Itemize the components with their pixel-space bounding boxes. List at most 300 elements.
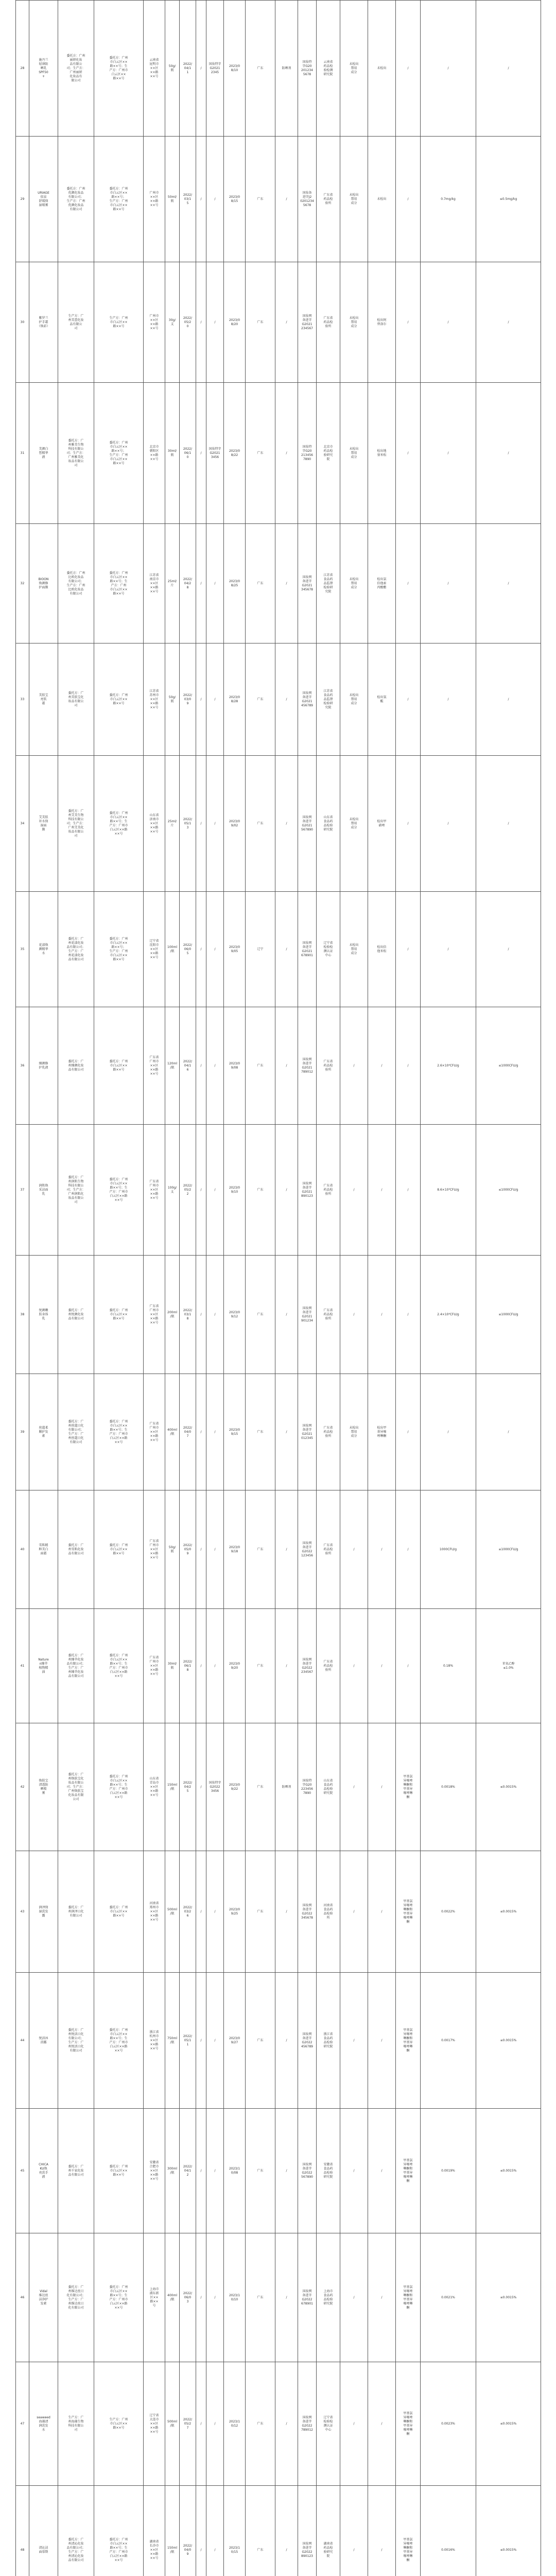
cell-product-name: CHICA KU焕 亮洗手 液 bbox=[29, 2109, 58, 2233]
cell-standard-value: 苯氧乙醇 ≤1.0% bbox=[476, 1609, 541, 1723]
cell-standard-value: ≤0.0015% bbox=[476, 1973, 541, 2109]
cell-result-b: 未检出 bbox=[368, 137, 396, 262]
cell-row-number: 47 bbox=[16, 2362, 29, 2486]
cell-company-name: 委托方：广 州雅美生物 科技有限公 司；生产方： 广州雅美化 妆品有限公 司 bbox=[58, 383, 94, 524]
cell-testing-agency: 广东省 药品检 验所 bbox=[317, 1374, 340, 1490]
cell-company-name: 委托方：广 州臻萃化妆 品有限公司； 生产方：广 州臻萃化妆 品有限公司 bbox=[58, 1609, 94, 1723]
cell-batch: / bbox=[196, 756, 206, 892]
cell-company-address: 委托方：广州 市白云区×× 路××号； 生产方：广州 市白云区×× 路××号 bbox=[94, 137, 144, 262]
cell-province: 广东 bbox=[246, 1973, 275, 2109]
cell-sampling-unit: 江苏省 南京市 ××区 ××路 ××号 bbox=[144, 524, 165, 643]
cell-filing-no: 国妆网 备进字 G2021 678901 bbox=[298, 892, 317, 1007]
cell-filing-no: 国妆特 字G20 201234 5678 bbox=[298, 1, 317, 137]
cell-province: 广东 bbox=[246, 524, 275, 643]
cell-found-value: / bbox=[421, 1, 476, 137]
cell-result-b: / bbox=[368, 1723, 396, 1851]
cell-sampling-unit: 辽宁省 大连市 ××区 ××路 ××号 bbox=[144, 2362, 165, 2486]
cell-sampling-unit: 云南省 昆明市 ××区 ××路 ××号 bbox=[144, 1, 165, 137]
cell-testing-agency: 山东省 食品药 品检验 研究院 bbox=[317, 756, 340, 892]
cell-spec: 25ml/ 片 bbox=[165, 524, 180, 643]
cell-item: / bbox=[396, 1609, 421, 1723]
cell-spec: 30ml/ 瓶 bbox=[165, 383, 180, 524]
cell-result-a: 未检出 禁用 成分 bbox=[340, 524, 368, 643]
cell-item: 甲基氯 异噻唑 啉酮和 甲基异 噻唑啉 酮 bbox=[396, 2362, 421, 2486]
cell-production-date: 2022/ 04/1 1 bbox=[180, 1, 196, 137]
cell-production-date: 2022/ 05/1 1 bbox=[180, 1973, 196, 2109]
cell-filing-no: 国妆网 备进字 G2022 123456 bbox=[298, 1490, 317, 1609]
cell-result-b: / bbox=[368, 1125, 396, 1256]
cell-spec: 100ml /瓶 bbox=[165, 892, 180, 1007]
cell-company-address: 委托方：广州 市白云区×× 路××号；生 产方：广州 市白云区×× 路××号 bbox=[94, 524, 144, 643]
cell-sampling-unit: 广东省 广州市 ××区 ××路 ××号 bbox=[144, 1609, 165, 1723]
cell-spec: 30ml/ 瓶 bbox=[165, 1609, 180, 1723]
cell-result-b: 检出倍 他米松 bbox=[368, 892, 396, 1007]
cell-testing-agency: 广东省 药品检 验所 bbox=[317, 1490, 340, 1609]
cell-item: / bbox=[396, 383, 421, 524]
cell-result-a: / bbox=[340, 2486, 368, 2576]
cell-company-name: 委托方：广 州花漾化妆 品有限公司； 生产方：广 州花漾化妆 品有限公司 bbox=[58, 892, 94, 1007]
cell-province: 广东 bbox=[246, 383, 275, 524]
cell-province: 广东 bbox=[246, 1490, 275, 1609]
cell-found-value: / bbox=[421, 756, 476, 892]
cell-testing-agency: 广东省 药品检 验所 bbox=[317, 137, 340, 262]
table-row bbox=[16, 1007, 541, 1125]
cell-category: / bbox=[275, 1609, 298, 1723]
cell-category: / bbox=[275, 137, 298, 262]
cell-batch: / bbox=[196, 1, 206, 137]
cell-company-name: 委托方：广 州清沁化妆 品有限公司； 生产方：广 州清沁化妆 品有限公司 bbox=[58, 2486, 94, 2576]
cell-testing-agency: 湖南省 药品检 验研究 院 bbox=[317, 2486, 340, 2576]
cell-filing-no: 国妆网 备进字 G2022 678901 bbox=[298, 2233, 317, 2362]
cell-row-number: 44 bbox=[16, 1973, 29, 2109]
cell-row-number: 39 bbox=[16, 1374, 29, 1490]
cell-production-date: 2022/ 06/1 0 bbox=[180, 383, 196, 524]
cell-row-number: 40 bbox=[16, 1490, 29, 1609]
cell-company-name: 生产方：广 州海藻生物 科技有限公 司 bbox=[58, 2362, 94, 2486]
cell-spec: 500ml /瓶 bbox=[165, 2362, 180, 2486]
cell-province: 广东 bbox=[246, 2233, 275, 2362]
cell-standard-value: / bbox=[476, 524, 541, 643]
cell-found-value: 0.0023% bbox=[421, 2362, 476, 2486]
cell-product-name: 美颜白 皙精华 液 bbox=[29, 383, 58, 524]
cell-found-value: / bbox=[421, 262, 476, 383]
cell-sampling-unit: 安徽省 合肥市 ××区 ××路 ××号 bbox=[144, 2109, 165, 2233]
table-row bbox=[16, 1374, 541, 1490]
cell-found-value: 1000CFU/g bbox=[421, 1490, 476, 1609]
cell-result-a: 未检出 禁用 成分 bbox=[340, 1, 368, 137]
cell-company-address: 委托方：广州 市白云区×× 路××号 bbox=[94, 1490, 144, 1609]
cell-company-address: 委托方：广州 市白云区×× 路××号；生 产方：广州市 白云区××路 ××号 bbox=[94, 1609, 144, 1723]
cell-spec: 500ml /瓶 bbox=[165, 1851, 180, 1973]
cell-spec: 50g/ 瓶 bbox=[165, 1490, 180, 1609]
cell-found-value: / bbox=[421, 643, 476, 756]
cell-company-address: 委托方：广州 市白云区×× 路××号 bbox=[94, 643, 144, 756]
cell-standard-value: ≤0.0015% bbox=[476, 1851, 541, 1973]
cell-result-a: 未检出 禁用 成分 bbox=[340, 137, 368, 262]
table-row bbox=[16, 524, 541, 643]
cell-category: / bbox=[275, 1256, 298, 1374]
cell-sampling-date: 2023/0 9/25 bbox=[224, 1851, 246, 1973]
cell-sampling-date: 2023/0 9/15 bbox=[224, 1374, 246, 1490]
cell-item: / bbox=[396, 1256, 421, 1374]
cell-company-address: 委托方：广州 市白云区×× 路××号； 生产方：广州 市白云区×× 路××号 bbox=[94, 383, 144, 524]
cell-company-name: 委托方：广州 丽妍化妆 品有限公 司；生产方： 广州丽妍 化妆品有 限公司 bbox=[58, 1, 94, 137]
cell-result-b: 未检出 bbox=[368, 1, 396, 137]
cell-company-name: 委托方：广 州悦颜化妆 品有限公司 bbox=[58, 1256, 94, 1374]
cell-filing-no: 国妆网 备进字 G2022 567890 bbox=[298, 2109, 317, 2233]
cell-sampling-unit: 山东省 济南市 ××区 ××路 ××号 bbox=[144, 756, 165, 892]
cell-row-number: 33 bbox=[16, 643, 29, 756]
cell-filing-no: 国妆网 备进字 G2022 890123 bbox=[298, 2486, 317, 2576]
cell-result-a: 未检出 禁用 成分 bbox=[340, 1374, 368, 1490]
cell-product-name: 紫罗兰 护手霜 （焕彩） bbox=[29, 262, 58, 383]
table-row bbox=[16, 643, 541, 756]
cell-row-number: 32 bbox=[16, 524, 29, 643]
table-row bbox=[16, 137, 541, 262]
cell-standard-value: ≤0.0015% bbox=[476, 2109, 541, 2233]
cell-license-no: / bbox=[206, 892, 224, 1007]
cell-license-no: / bbox=[206, 643, 224, 756]
cell-batch: / bbox=[196, 262, 206, 383]
cell-company-name: 委托方：广 州千家化妆 品有限公司 bbox=[58, 2109, 94, 2233]
cell-product-name: 施丹兰 轻薄防 晒乳 SPF50 + bbox=[29, 1, 58, 137]
cell-sampling-date: 2023/0 9/22 bbox=[224, 1723, 246, 1851]
cell-sampling-date: 2023/1 0/12 bbox=[224, 2362, 246, 2486]
cell-sampling-unit: 北京市 朝阳区 ××路 ××号 bbox=[144, 383, 165, 524]
cell-testing-agency: 江苏省 食品药 品监督 检验研 究院 bbox=[317, 524, 340, 643]
cell-license-no: / bbox=[206, 262, 224, 383]
cell-product-name: Nature n臻萃 植物精 油 bbox=[29, 1609, 58, 1723]
cell-filing-no: 国妆网 备进字 G2022 456789 bbox=[298, 1973, 317, 2109]
cell-province: 广东 bbox=[246, 1609, 275, 1723]
cell-sampling-date: 2023/0 9/20 bbox=[224, 1609, 246, 1723]
cell-sampling-unit: 广东省 广州市 ××区 ××路 ××号 bbox=[144, 1374, 165, 1490]
cell-testing-agency: 广东省 药品检 验所 bbox=[317, 1007, 340, 1125]
cell-row-number: 31 bbox=[16, 383, 29, 524]
cell-category: 防晒剂 bbox=[275, 1, 298, 137]
cell-result-b: / bbox=[368, 2362, 396, 2486]
cell-production-date: 2022/ 05/2 7 bbox=[180, 2362, 196, 2486]
cell-production-date: 2022/ 05/0 9 bbox=[180, 1490, 196, 1609]
cell-province: 广东 bbox=[246, 2486, 275, 2576]
cell-sampling-unit: 广东省 广州市 ××区 ××路 ××号 bbox=[144, 1125, 165, 1256]
cell-result-b: / bbox=[368, 2233, 396, 2362]
cell-license-no: / bbox=[206, 756, 224, 892]
cell-company-name: 委托方：广 州维达丝日 化有限公司； 生产方：广 州维达丝日 化有限公司 bbox=[58, 2233, 94, 2362]
cell-production-date: 2022/ 04/0 9 bbox=[180, 2486, 196, 2576]
cell-testing-agency: 北京市 药品检 验研究 院 bbox=[317, 383, 340, 524]
cell-category: / bbox=[275, 1973, 298, 2109]
cell-sampling-date: 2023/0 9/27 bbox=[224, 1973, 246, 2109]
cell-company-name: 委托方：广 州艾美生物 科技有限公 司；生产方： 广州艾美化 妆品有限公 司 bbox=[58, 756, 94, 892]
cell-spec: 400ml /瓶 bbox=[165, 2233, 180, 2362]
cell-standard-value: / bbox=[476, 1374, 541, 1490]
cell-category: / bbox=[275, 1125, 298, 1256]
cell-testing-agency: 山东省 食品药 品检验 研究院 bbox=[317, 1723, 340, 1851]
cell-found-value: 0.0022% bbox=[421, 1851, 476, 1973]
cell-production-date: 2022/ 04/1 6 bbox=[180, 1007, 196, 1125]
cell-item: / bbox=[396, 1374, 421, 1490]
cell-result-a: 未检出 禁用 成分 bbox=[340, 383, 368, 524]
cell-batch: / bbox=[196, 2233, 206, 2362]
cell-spec: 200ml /瓶 bbox=[165, 1256, 180, 1374]
cell-item: / bbox=[396, 524, 421, 643]
cell-province: 广东 bbox=[246, 2109, 275, 2233]
cell-row-number: 45 bbox=[16, 2109, 29, 2233]
cell-company-address: 委托方：广州 市白云区×× 路××号；生 产方：广州市 白云区××路 ××号 bbox=[94, 1125, 144, 1256]
cell-company-address: 委托方：广州 市白云区×× 路××号；生 产方：广州市 白云区××路 ××号 bbox=[94, 756, 144, 892]
cell-sampling-unit: 上海市 浦东新 区×× 路×× 号 bbox=[144, 2233, 165, 2362]
cell-province: 广东 bbox=[246, 756, 275, 892]
cell-testing-agency: 江苏省 食品药 品监督 检验研 究院 bbox=[317, 643, 340, 756]
cell-row-number: 34 bbox=[16, 756, 29, 892]
cell-license-no: / bbox=[206, 1374, 224, 1490]
cell-found-value: 0.0019% bbox=[421, 2109, 476, 2233]
cell-item: / bbox=[396, 1, 421, 137]
cell-company-name: 委托方：广 州焕肤宝化 妆品有限公 司；生产方： 广州焕肤宝 化妆品有限 公司 bbox=[58, 1723, 94, 1851]
cell-testing-agency: 广东省 药品检 验所 bbox=[317, 1125, 340, 1256]
table-row bbox=[16, 1256, 541, 1374]
cell-result-a: / bbox=[340, 1973, 368, 2109]
cell-license-no: / bbox=[206, 1851, 224, 1973]
cell-production-date: 2022/ 03/1 5 bbox=[180, 137, 196, 262]
cell-spec: 50g/ 瓶 bbox=[165, 643, 180, 756]
cell-sampling-date: 2023/0 9/02 bbox=[224, 756, 246, 892]
cell-spec: 120ml /瓶 bbox=[165, 1007, 180, 1125]
cell-row-number: 29 bbox=[16, 137, 29, 262]
cell-found-value: 2.6×10⁴CFU/g bbox=[421, 1007, 476, 1125]
cell-row-number: 36 bbox=[16, 1007, 29, 1125]
cell-province: 广东 bbox=[246, 1374, 275, 1490]
cell-result-a: 未检出 禁用 成分 bbox=[340, 643, 368, 756]
cell-production-date: 2022/ 05/1 3 bbox=[180, 756, 196, 892]
cell-company-name: 生产方：广 州美蕾化妆 品有限公 司 bbox=[58, 262, 94, 383]
cell-found-value: / bbox=[421, 524, 476, 643]
cell-result-a: / bbox=[340, 1851, 368, 1973]
cell-company-address: 委托方：广州 市白云区×× 路××号；生 产方：广州市 白云区××路 ××号 bbox=[94, 1973, 144, 2109]
cell-standard-value: ≤0.5mg/kg bbox=[476, 137, 541, 262]
cell-filing-no: 国妆网 备进字 G2021 789012 bbox=[298, 1007, 317, 1125]
cell-sampling-unit: 江苏省 苏州市 ××区 ××路 ××号 bbox=[144, 643, 165, 756]
cell-result-b: / bbox=[368, 1973, 396, 2109]
table-row bbox=[16, 1125, 541, 1256]
cell-result-a: 未检出 禁用 成分 bbox=[340, 262, 368, 383]
cell-sampling-unit: 广东省 广州市 ××区 ××路 ××号 bbox=[144, 1256, 165, 1374]
cell-item: / bbox=[396, 1490, 421, 1609]
cell-province: 广东 bbox=[246, 1125, 275, 1256]
cell-license-no: / bbox=[206, 2233, 224, 2362]
cell-license-no: / bbox=[206, 2109, 224, 2233]
cell-item: / bbox=[396, 643, 421, 756]
cell-item: / bbox=[396, 892, 421, 1007]
cell-license-no: 国妆特字 G2021 3456 bbox=[206, 383, 224, 524]
cell-filing-no: 国妆网 备进字 G2021 345678 bbox=[298, 524, 317, 643]
table-row bbox=[16, 1490, 541, 1609]
cell-product-name: 悦颜嫩 肤身体 乳 bbox=[29, 1256, 58, 1374]
cell-filing-no: 国妆网 备进字 G2021 901234 bbox=[298, 1256, 317, 1374]
cell-license-no: 国妆特字 G2021 2345 bbox=[206, 1, 224, 137]
cell-company-address: 委托方：广州 市白云区×× 路××号 bbox=[94, 1007, 144, 1125]
cell-sampling-date: 2023/1 0/08 bbox=[224, 2109, 246, 2233]
cell-row-number: 46 bbox=[16, 2233, 29, 2362]
cell-batch: / bbox=[196, 2362, 206, 2486]
cell-sampling-date: 2023/0 9/08 bbox=[224, 1007, 246, 1125]
cell-standard-value: / bbox=[476, 643, 541, 756]
cell-spec: 750ml /瓶 bbox=[165, 1973, 180, 2109]
table-row bbox=[16, 892, 541, 1007]
cell-found-value: 8.6×10³CFU/g bbox=[421, 1125, 476, 1256]
cell-company-name: 委托方：广 州美肤宝化 妆品有限公 司 bbox=[58, 643, 94, 756]
cell-license-no: / bbox=[206, 1007, 224, 1125]
cell-spec: 50g/ 瓶 bbox=[165, 1, 180, 137]
cell-category: / bbox=[275, 1007, 298, 1125]
cell-result-b: / bbox=[368, 1609, 396, 1723]
cell-testing-agency: 辽宁省 检验检 测认证 中心 bbox=[317, 892, 340, 1007]
cell-sampling-date: 2023/0 9/18 bbox=[224, 1490, 246, 1609]
cell-filing-no: 国妆网 备进字 G2022 345678 bbox=[298, 1851, 317, 1973]
cell-standard-value: ≤1000CFU/g bbox=[476, 1256, 541, 1374]
cell-license-no: / bbox=[206, 2362, 224, 2486]
cell-spec: 150ml /瓶 bbox=[165, 1723, 180, 1851]
cell-company-name: 委托方：广 州润肌生物 科技有限公 司；生产方： 广州润肌化 妆品有限公 司 bbox=[58, 1125, 94, 1256]
table-row bbox=[16, 2362, 541, 2486]
cell-result-a: / bbox=[340, 1609, 368, 1723]
cell-company-address: 委托方：广州 市白云区×× 路××号；生 产方：广州市 白云区××路 ××号 bbox=[94, 2486, 144, 2576]
cell-category: / bbox=[275, 1851, 298, 1973]
table-row bbox=[16, 383, 541, 524]
cell-company-address: 生产方：广州 市白云区×× 路××号 bbox=[94, 262, 144, 383]
table-row bbox=[16, 1609, 541, 1723]
cell-company-name: 委托方：广州 比欧化妆品 有限公司； 生产方：广州 比欧化妆品 有限公司 bbox=[58, 524, 94, 643]
cell-license-no: / bbox=[206, 524, 224, 643]
table-row bbox=[16, 262, 541, 383]
cell-spec: 25ml/ 片 bbox=[165, 756, 180, 892]
cell-testing-agency: 辽宁省 检验检 测认证 中心 bbox=[317, 2362, 340, 2486]
cell-batch: / bbox=[196, 2486, 206, 2576]
cell-found-value: 0.0021% bbox=[421, 2233, 476, 2362]
cell-sampling-unit: 广州市 ××区 ××路 ××号 bbox=[144, 137, 165, 262]
cell-category: / bbox=[275, 2109, 298, 2233]
cell-company-name: 委托方：广 州丝蔻日化 有限公司； 生产方：广 州丝蔻日化 有限公司 bbox=[58, 1374, 94, 1490]
cell-result-a: / bbox=[340, 2362, 368, 2486]
cell-spec: 50ml/ 瓶 bbox=[165, 137, 180, 262]
table-row bbox=[16, 1, 541, 137]
cell-result-a: 未检出 禁用 成分 bbox=[340, 756, 368, 892]
cell-license-no: / bbox=[206, 1490, 224, 1609]
cell-province: 广东 bbox=[246, 1007, 275, 1125]
cell-sampling-date: 2023/0 9/05 bbox=[224, 892, 246, 1007]
cell-batch: / bbox=[196, 1256, 206, 1374]
cell-item: 甲基氯 异噻唑 啉酮和 甲基异 噻唑啉 酮 bbox=[396, 2109, 421, 2233]
cell-found-value: / bbox=[421, 1374, 476, 1490]
cell-standard-value: ≤1000CFU/g bbox=[476, 1007, 541, 1125]
cell-row-number: 28 bbox=[16, 1, 29, 137]
cell-item: 甲基氯 异噻唑 啉酮和 甲基异 噻唑啉 酮 bbox=[396, 2233, 421, 2362]
cell-spec: 100g/ 支 bbox=[165, 1125, 180, 1256]
cell-result-a: / bbox=[340, 2233, 368, 2362]
cell-sampling-date: 2023/0 9/12 bbox=[224, 1256, 246, 1374]
cell-category: / bbox=[275, 2362, 298, 2486]
cell-testing-agency: 浙江省 食品药 品检验 研究院 bbox=[317, 1973, 340, 2109]
cell-company-name: 委托方：广 州润泽日化 有限公司 bbox=[58, 1851, 94, 1973]
cell-standard-value: ≤1000CFU/g bbox=[476, 1125, 541, 1256]
cell-standard-value: ≤0.0015% bbox=[476, 1723, 541, 1851]
cell-product-name: 花漾焕 颜精华 水 bbox=[29, 892, 58, 1007]
cell-sampling-unit: 湖南省 长沙市 ××区 ××路 ××号 bbox=[144, 2486, 165, 2576]
cell-found-value: 0.0018% bbox=[421, 1723, 476, 1851]
cell-company-name: 委托方：广州 优颜化妆品 有限公司； 生产方：广州 优颜化妆品 有限公司 bbox=[58, 137, 94, 262]
cell-sampling-unit: 山东省 青岛市 ××区 ××路 ××号 bbox=[144, 1723, 165, 1851]
cell-batch: / bbox=[196, 1973, 206, 2109]
cell-filing-no: 国妆网 备进字 G2021 567890 bbox=[298, 756, 317, 892]
cell-batch: / bbox=[196, 383, 206, 524]
cell-testing-agency: 广东省 药品检 验所 bbox=[317, 1609, 340, 1723]
cell-row-number: 41 bbox=[16, 1609, 29, 1723]
cell-province: 辽宁 bbox=[246, 892, 275, 1007]
table-row bbox=[16, 2233, 541, 2362]
cell-category: / bbox=[275, 524, 298, 643]
cell-sampling-date: 2023/0 8/20 bbox=[224, 262, 246, 383]
cell-company-name: 委托方：广 州悦活日化 有限公司； 生产方：广 州悦活日化 有限公司 bbox=[58, 1973, 94, 2109]
cell-sampling-unit: 河南省 郑州市 ××区 ××路 ××号 bbox=[144, 1851, 165, 1973]
cell-testing-agency: 广东省 药品检 验所 bbox=[317, 1256, 340, 1374]
cell-item: 甲基氯 异噻唑 啉酮和 甲基异 噻唑啉 酮 bbox=[396, 1851, 421, 1973]
cell-license-no: / bbox=[206, 137, 224, 262]
cell-sampling-date: 2023/0 8/28 bbox=[224, 643, 246, 756]
cell-found-value: 2.4×10⁴CFU/g bbox=[421, 1256, 476, 1374]
cell-result-a: / bbox=[340, 1125, 368, 1256]
cell-item: / bbox=[396, 137, 421, 262]
cell-product-name: URIAGE 依泉 舒缓保 湿喷雾 bbox=[29, 137, 58, 262]
cell-standard-value: / bbox=[476, 1, 541, 137]
cell-spec: 400ml /瓶 bbox=[165, 1374, 180, 1490]
cell-license-no: / bbox=[206, 1256, 224, 1374]
cell-sampling-date: 2023/0 8/10 bbox=[224, 1, 246, 137]
table-row bbox=[16, 756, 541, 892]
cell-found-value: 0.0017% bbox=[421, 1973, 476, 2109]
cell-filing-no: 国妆特 字G20 223456 7890 bbox=[298, 1723, 317, 1851]
cell-result-a: / bbox=[340, 2109, 368, 2233]
cell-province: 广东 bbox=[246, 1256, 275, 1374]
cell-result-b: / bbox=[368, 2109, 396, 2233]
cell-spec: 30g/ 支 bbox=[165, 262, 180, 383]
cell-production-date: 2022/ 03/2 6 bbox=[180, 1851, 196, 1973]
cell-sampling-unit: 广东省 广州市 ××区 ××路 ××号 bbox=[144, 1007, 165, 1125]
cell-standard-value: / bbox=[476, 756, 541, 892]
cell-sampling-date: 2023/0 8/15 bbox=[224, 137, 246, 262]
cell-sampling-unit: 广东省 广州市 ××区 ××路 ××号 bbox=[144, 1490, 165, 1609]
cell-production-date: 2022/ 04/2 8 bbox=[180, 524, 196, 643]
cell-found-value: / bbox=[421, 892, 476, 1007]
cell-category: / bbox=[275, 643, 298, 756]
cell-category: / bbox=[275, 1490, 298, 1609]
cell-product-name: BIOON 焕颜修 护面膜 bbox=[29, 524, 58, 643]
cell-standard-value: / bbox=[476, 892, 541, 1007]
cell-item: / bbox=[396, 756, 421, 892]
cell-batch: / bbox=[196, 1723, 206, 1851]
table-row bbox=[16, 1973, 541, 2109]
table-body bbox=[16, 1, 541, 2576]
inspection-table bbox=[15, 0, 541, 2576]
cell-category: / bbox=[275, 383, 298, 524]
cell-result-b: 检出甲 硝唑 bbox=[368, 756, 396, 892]
cell-sampling-unit: 浙江省 杭州市 ××区 ××路 ××号 bbox=[144, 1973, 165, 2109]
cell-filing-no: 国妆网 备进字 G2022 789012 bbox=[298, 2362, 317, 2486]
cell-product-name: seaweed 海藻清 润洗发 水 bbox=[29, 2362, 58, 2486]
cell-batch: / bbox=[196, 1007, 206, 1125]
cell-product-name: 美肤宝 亮肤 霜 bbox=[29, 643, 58, 756]
cell-company-name: 委托方：广 州臻颜化妆 品有限公司 bbox=[58, 1007, 94, 1125]
